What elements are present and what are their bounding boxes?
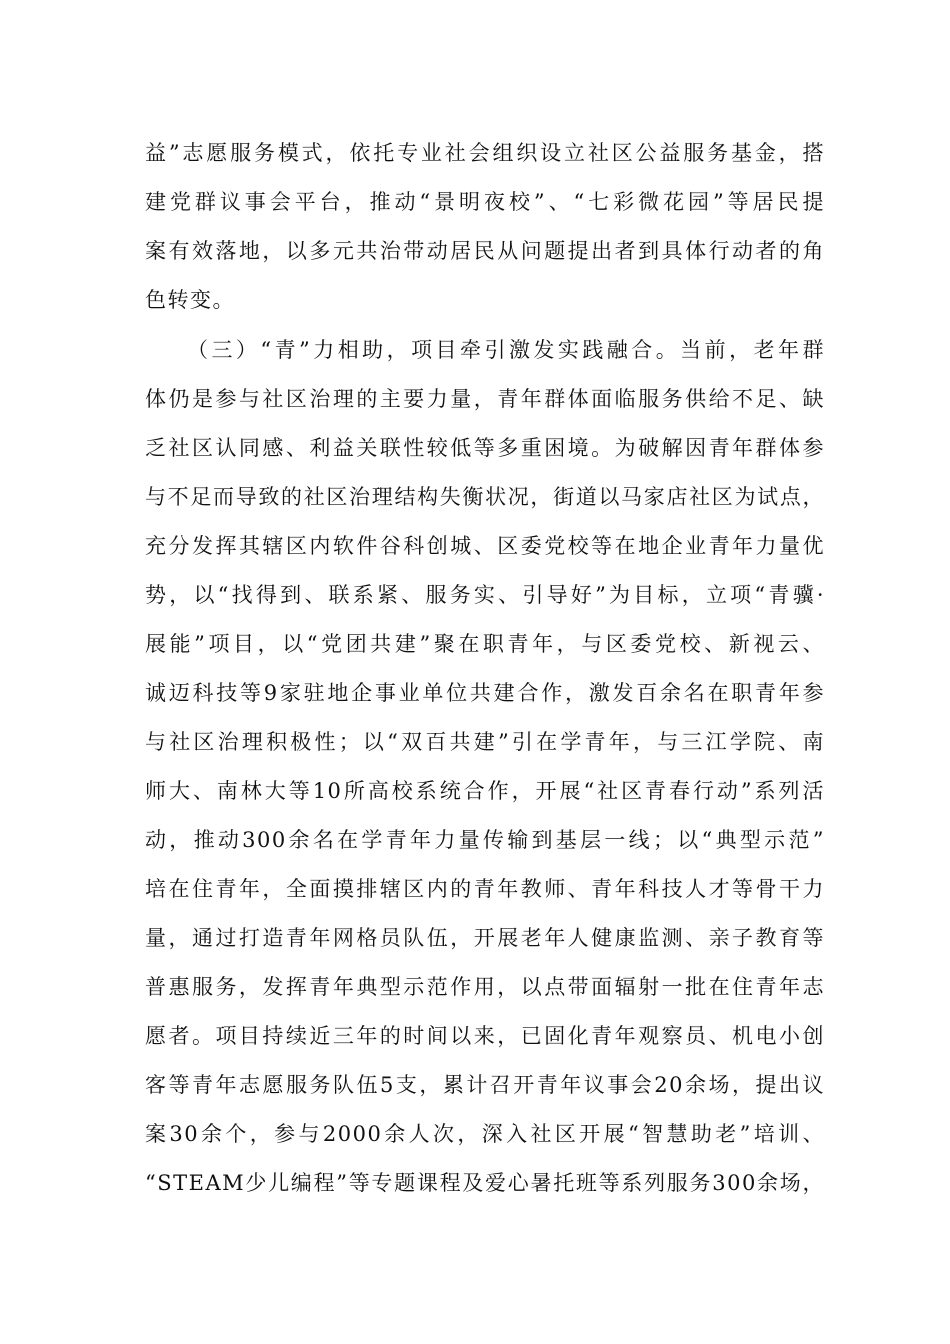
text-line: 体仍是参与社区治理的主要力量，青年群体面临服务供给不足、缺 [145,387,825,411]
text-line: 动，推动300余名在学青年力量传输到基层一线；以“典型示范” [145,828,825,852]
text-line: 普惠服务，发挥青年典型示范作用，以点带面辐射一批在住青年志 [145,975,825,999]
text-line: 案30余个，参与2000余人次，深入社区开展“智慧助老”培训、 [145,1122,825,1146]
text-line: 乏社区认同感、利益关联性较低等多重困境。为破解因青年群体参 [145,436,825,460]
text-line: 益”志愿服务模式，依托专业社会组织设立社区公益服务基金，搭 [145,141,825,165]
text-line: 色转变。 [145,288,235,312]
text-line: “STEAM少儿编程”等专题课程及爱心暑托班等系列服务300余场， [145,1171,825,1195]
text-line: 愿者。项目持续近三年的时间以来，已固化青年观察员、机电小创 [145,1024,825,1048]
text-line: 客等青年志愿服务队伍5支，累计召开青年议事会20余场，提出议 [145,1073,825,1097]
text-line: 诚迈科技等9家驻地企事业单位共建合作，激发百余名在职青年参 [145,681,825,705]
text-line: 充分发挥其辖区内软件谷科创城、区委党校等在地企业青年力量优 [145,534,825,558]
text-line: 势，以“找得到、联系紧、服务实、引导好”为目标，立项“青骥· [145,583,825,607]
text-line: 培在住青年，全面摸排辖区内的青年教师、青年科技人才等骨干力 [145,877,825,901]
text-line: 案有效落地，以多元共治带动居民从问题提出者到具体行动者的角 [145,239,825,263]
text-line: 与不足而导致的社区治理结构失衡状况，街道以马家店社区为试点， [145,485,825,509]
text-line: 展能”项目，以“党团共建”聚在职青年，与区委党校、新视云、 [145,632,825,656]
text-line: 建党群议事会平台，推动“景明夜校”、“七彩微花园”等居民提 [145,190,825,214]
text-line: （三）“青”力相助，项目牵引激发实践融合。当前，老年群 [187,338,825,362]
text-line: 量，通过打造青年网格员队伍，开展老年人健康监测、亲子教育等 [145,926,825,950]
text-line: 与社区治理积极性；以“双百共建”引在学青年，与三江学院、南 [145,730,825,754]
text-line: 师大、南林大等10所高校系统合作，开展“社区青春行动”系列活 [145,779,825,803]
